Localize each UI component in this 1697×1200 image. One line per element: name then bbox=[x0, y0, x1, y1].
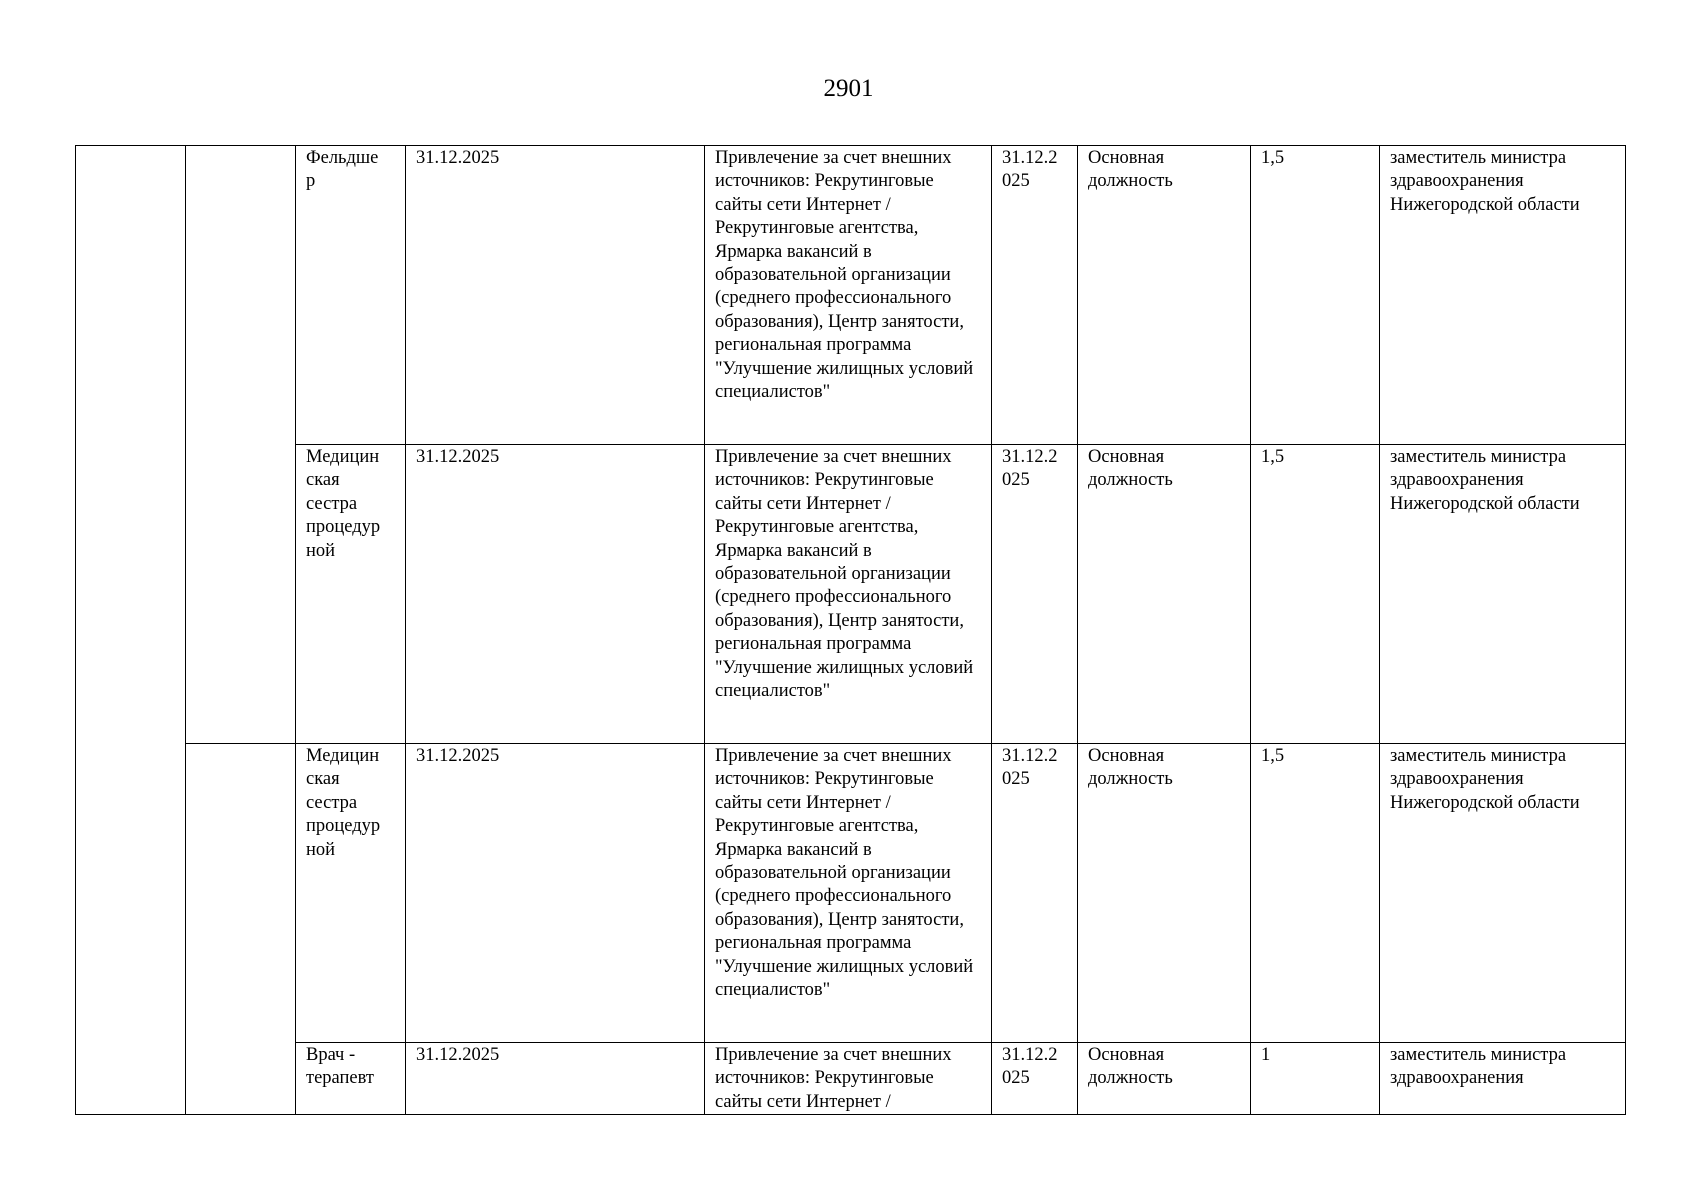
merged-cell-col2 bbox=[186, 744, 296, 1115]
staffing-table bbox=[75, 145, 1626, 1115]
table-row bbox=[76, 1043, 1626, 1115]
position-cell: Медицин ская сестра процедур ной bbox=[296, 445, 406, 744]
deadline-cell: 31.12.2 025 bbox=[992, 445, 1078, 744]
rate-cell: 1,5 bbox=[1251, 445, 1380, 744]
date-cell: 31.12.2025 bbox=[406, 445, 705, 744]
deadline-cell: 31.12.2 025 bbox=[992, 1043, 1078, 1115]
table-row bbox=[76, 445, 1626, 744]
deadline-cell: 31.12.2 025 bbox=[992, 146, 1078, 445]
date-cell: 31.12.2025 bbox=[406, 744, 705, 1043]
post-type-cell: Основная должность bbox=[1078, 445, 1251, 744]
responsible-cell: заместитель министра здравоохранения bbox=[1380, 1043, 1626, 1115]
rate-cell: 1,5 bbox=[1251, 744, 1380, 1043]
rate-cell: 1 bbox=[1251, 1043, 1380, 1115]
position-cell: Фельдше р bbox=[296, 146, 406, 445]
merged-cell-col1 bbox=[76, 146, 186, 1115]
date-cell: 31.12.2025 bbox=[406, 1043, 705, 1115]
method-cell: Привлечение за счет внешних источников: Рекрутинговые сайты сети Интернет / Рекрутинговые агентства, Ярмарка вакансий в образовательной организации (среднего профессионального образования), Центр занятости, региональная программа "Улучшение жилищных условий специалистов" bbox=[705, 445, 992, 744]
deadline-cell: 31.12.2 025 bbox=[992, 744, 1078, 1043]
post-type-cell: Основная должность bbox=[1078, 146, 1251, 445]
table-row bbox=[76, 744, 1626, 1043]
responsible-cell: заместитель министра здравоохранения Нижегородской области bbox=[1380, 744, 1626, 1043]
responsible-cell: заместитель министра здравоохранения Нижегородской области bbox=[1380, 146, 1626, 445]
method-cell: Привлечение за счет внешних источников: Рекрутинговые сайты сети Интернет / bbox=[705, 1043, 992, 1115]
method-cell: Привлечение за счет внешних источников: Рекрутинговые сайты сети Интернет / Рекрутинговые агентства, Ярмарка вакансий в образовательной организации (среднего профессионального образования), Центр занятости, региональная программа "Улучшение жилищных условий специалистов" bbox=[705, 744, 992, 1043]
date-cell: 31.12.2025 bbox=[406, 146, 705, 445]
rate-cell: 1,5 bbox=[1251, 146, 1380, 445]
method-cell: Привлечение за счет внешних источников: Рекрутинговые сайты сети Интернет / Рекрутинговые агентства, Ярмарка вакансий в образовательной организации (среднего профессионального образования), Центр занятости, региональная программа "Улучшение жилищных условий специалистов" bbox=[705, 146, 992, 445]
post-type-cell: Основная должность bbox=[1078, 744, 1251, 1043]
position-cell: Врач - терапевт bbox=[296, 1043, 406, 1115]
position-cell: Медицин ская сестра процедур ной bbox=[296, 744, 406, 1043]
table-row bbox=[76, 146, 1626, 445]
merged-cell-col2 bbox=[186, 146, 296, 744]
page-number: 2901 bbox=[823, 75, 874, 102]
post-type-cell: Основная должность bbox=[1078, 1043, 1251, 1115]
responsible-cell: заместитель министра здравоохранения Нижегородской области bbox=[1380, 445, 1626, 744]
